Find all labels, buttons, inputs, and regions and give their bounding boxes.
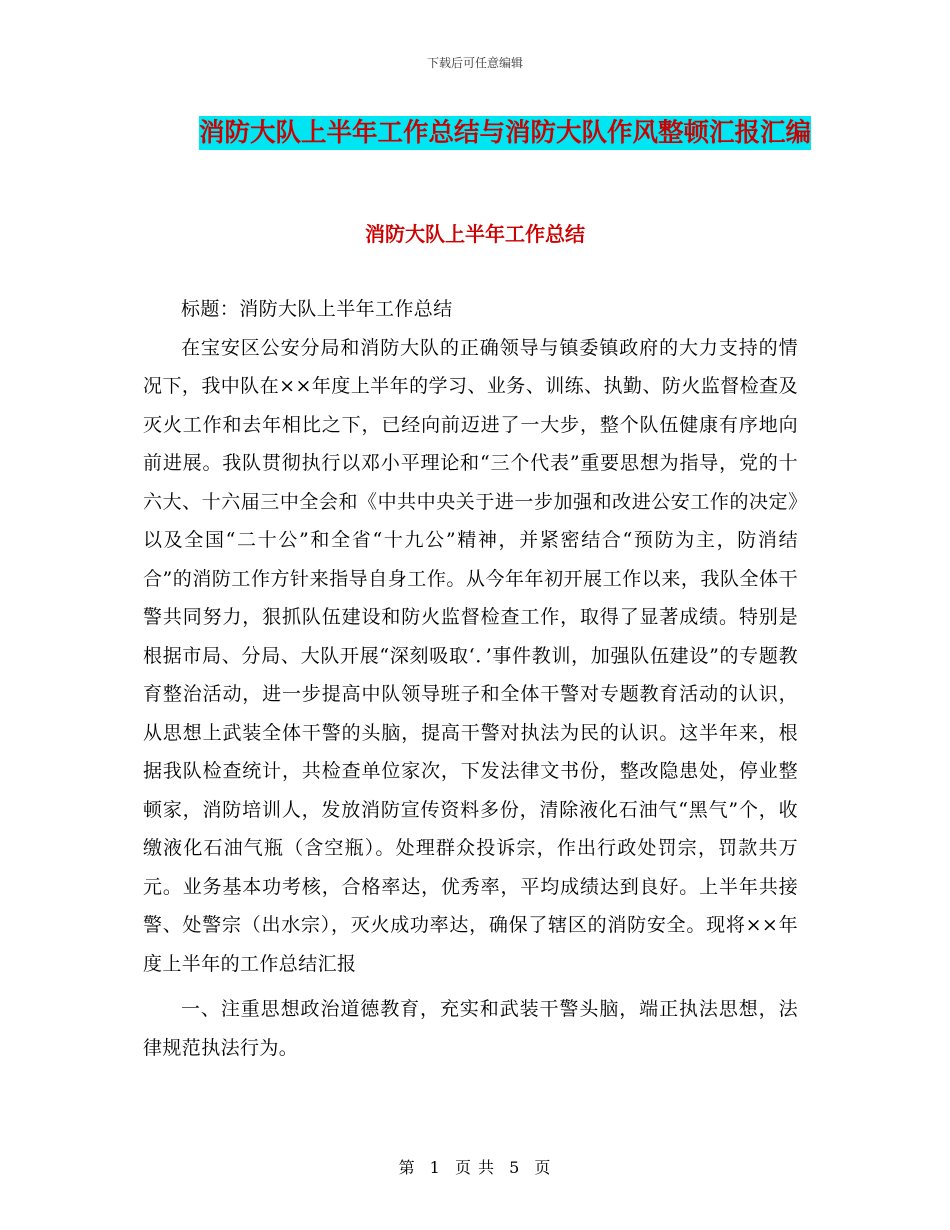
footer-label-end: 页: [534, 1158, 552, 1177]
document-body: [143, 290, 798, 1067]
body-paragraph: 一、注重思想政治道德教育，充实和武装干警头脑，端正执法思想，法律规范执法行为。: [143, 998, 798, 1059]
section-title: 消防大队上半年工作总结: [365, 222, 585, 246]
page-footer: [0, 1155, 950, 1178]
body-paragraph: 在宝安区公安分局和消防大队的正确领导与镇委镇政府的大力支持的情况下，我中队在××年度上半年的学习、业务、训练、执勤、防火监督检查及灭火工作和去年相比之下，已经向前迈进了一大步，整个队伍健康有序地向前进展。我队贯彻执行以邓小平理论和“三个代表”重要思想为指导，党的十六大、十六届三中全会和《中共中央关于进一步加强和改进公安工作的决定》以及全国“二十公”和全省“十九公”精神，并紧密结合“预防为主，防消结合”的消防工作方针来指导自身工作。从今年年初开展工作以来，我队全体干警共同努力，狠抓队伍建设和防火监督检查工作，取得了显著成绩。特别是根据市局、分局、大队开展“深刻吸取‘．’事件教训，加强队伍建设”的专题教育整治活动，进一步提高中队领导班子和全体干警对专题教育活动的认识，从思想上武装全体干警的头脑，提高干警对执法为民的认识。这半年来，根据我队检查统计，共检查单位家次，下发法律文书份，整改隐患处，停业整顿家，消防培训人，发放消防宣传资料多份，清除液化石油气“黑气”个，收缴液化石油气瓶（含空瓶）。处理群众投诉宗，作出行政处罚宗，罚款共万元。业务基本功考核，合格率达，优秀率，平均成绩达到良好。上半年共接警、处警宗（出水宗），灭火成功率达，确保了辖区的消防安全。现将××年度上半年的工作总结汇报: [143, 336, 798, 975]
subject-line: 标题：消防大队上半年工作总结: [181, 298, 453, 320]
footer-total-pages: 5: [509, 1158, 521, 1177]
footer-label-page: 第: [398, 1158, 416, 1177]
footer-current-page: 1: [429, 1158, 441, 1177]
page-header-note: 下载后可任意编辑: [426, 56, 523, 70]
document-title-text: 消防大队上半年工作总结与消防大队作风整顿汇报汇编: [198, 118, 811, 148]
document-title: [190, 110, 820, 156]
footer-label-of: 页 共: [454, 1158, 496, 1177]
